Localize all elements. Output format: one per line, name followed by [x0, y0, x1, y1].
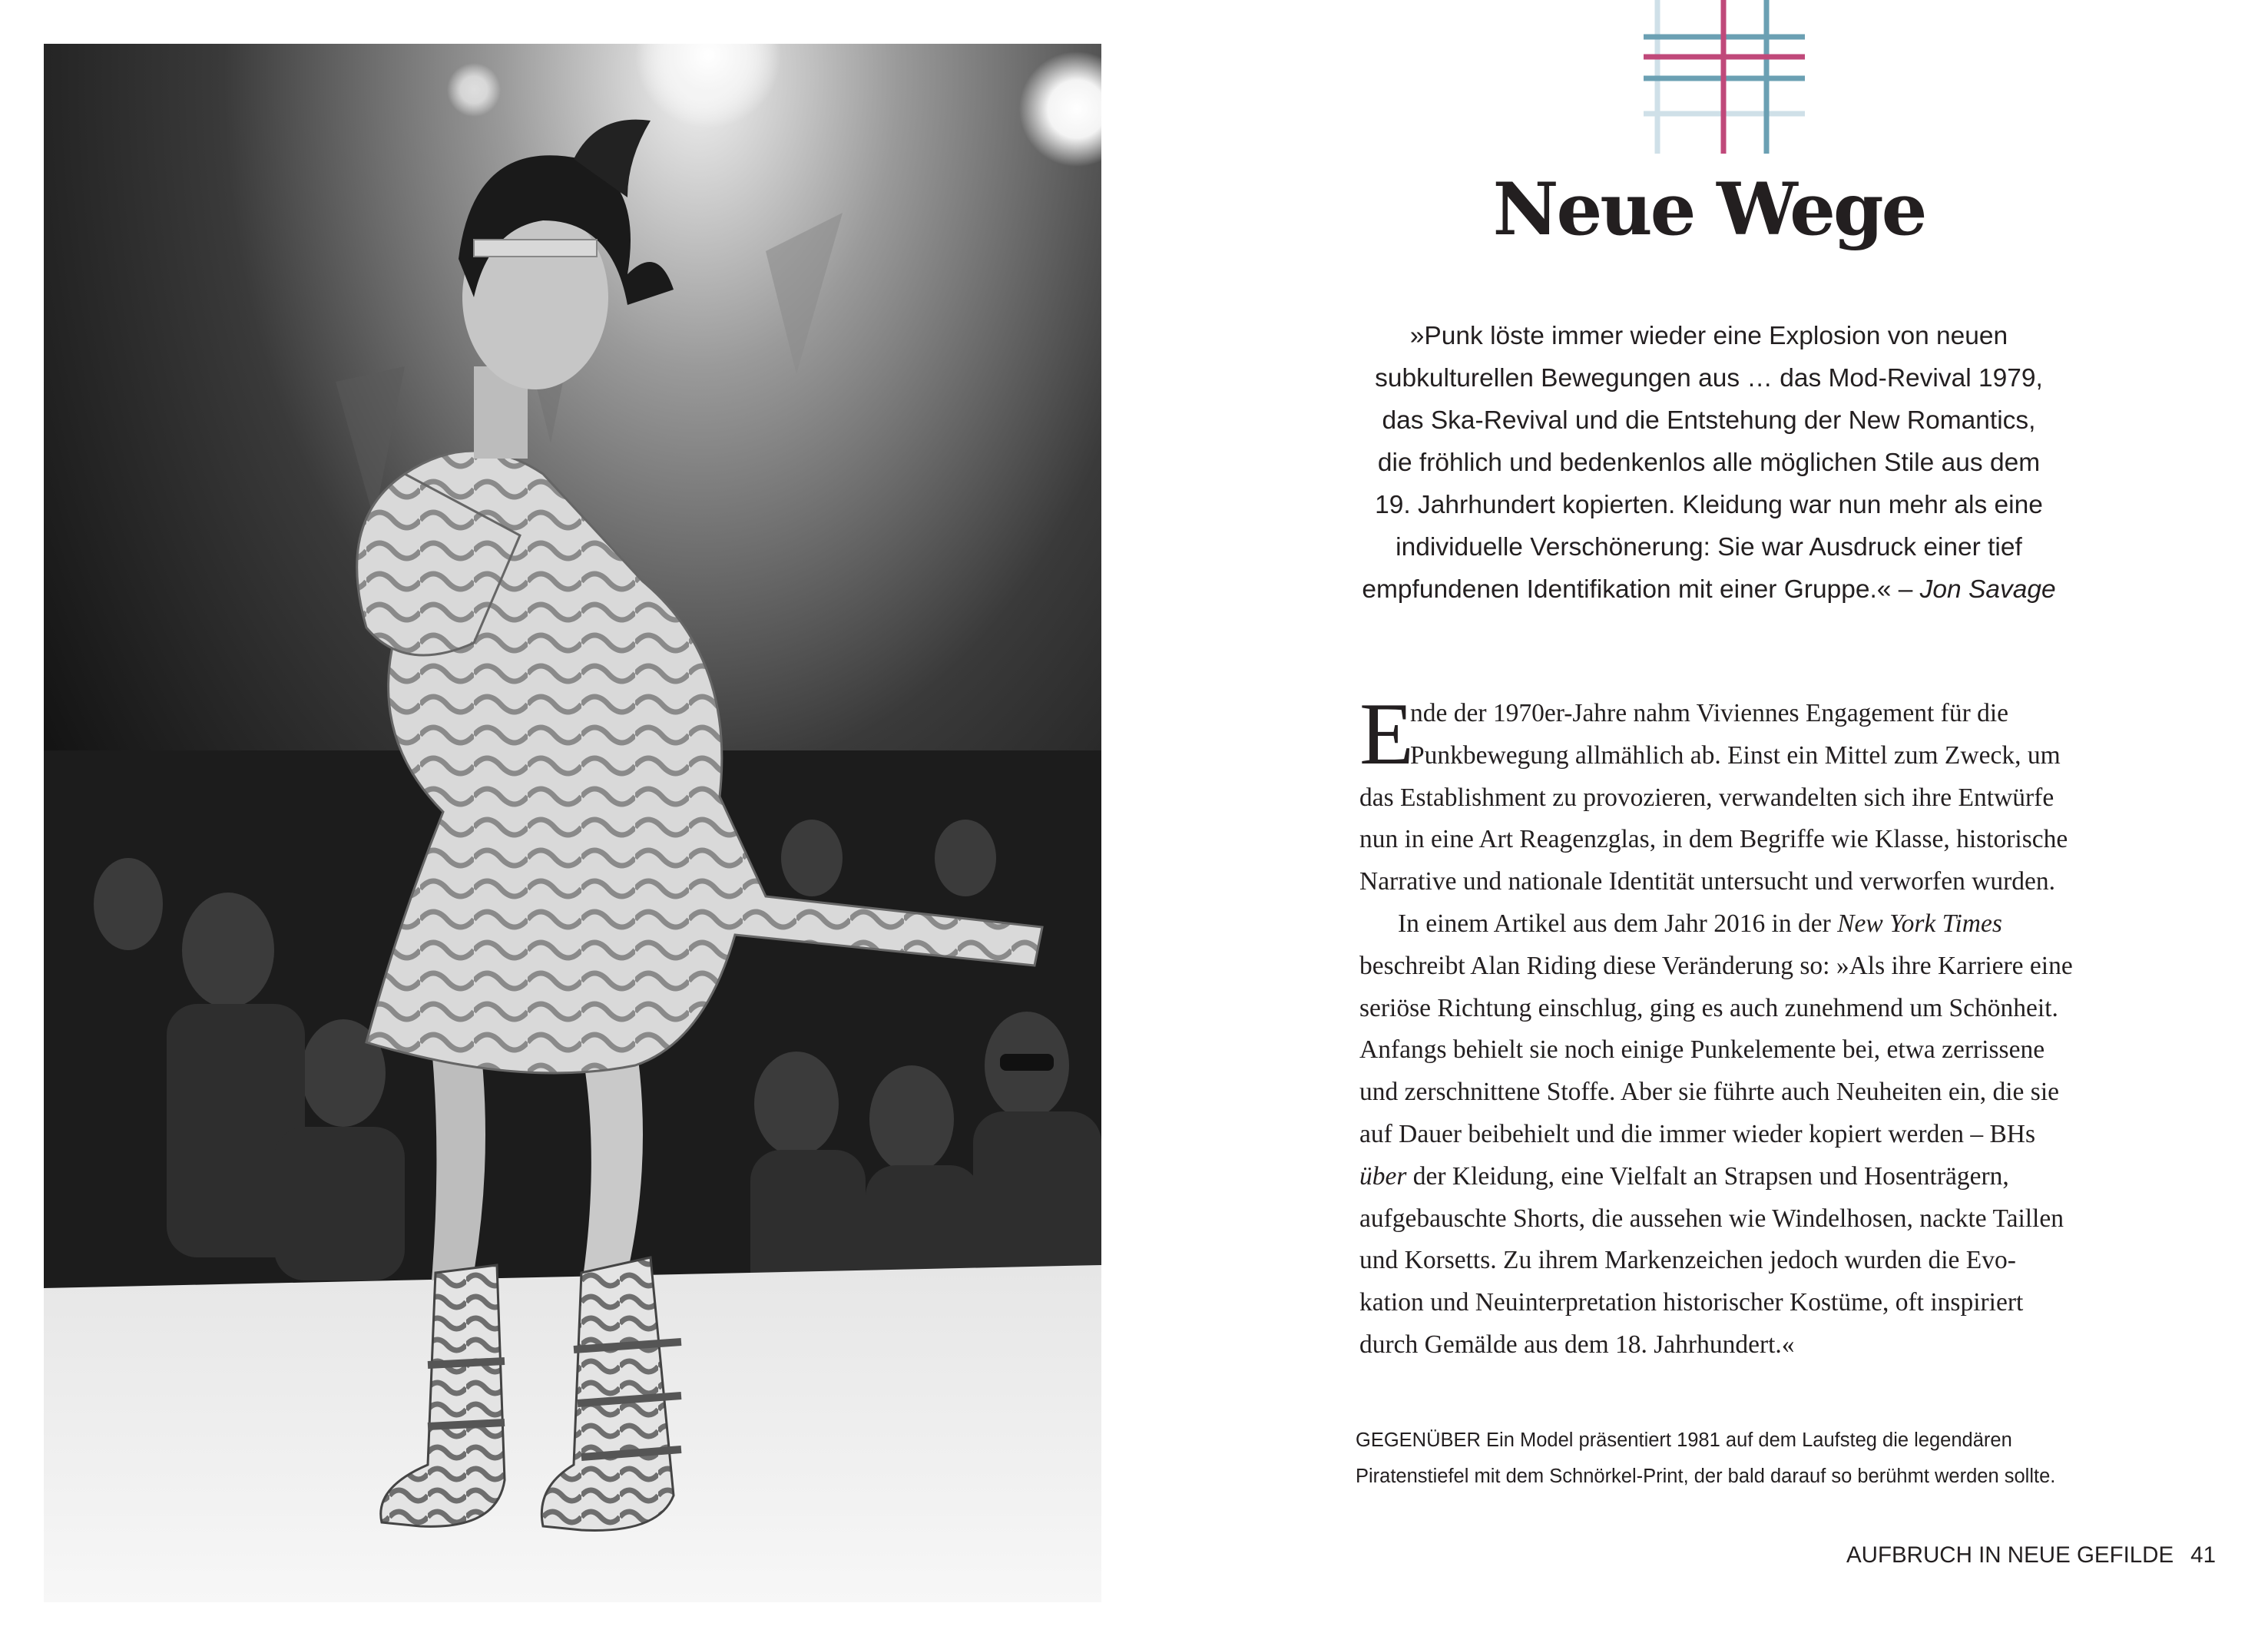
caption-line: GEGENÜBER Ein Model präsentiert 1981 auf dem Laufsteg die legendären [1356, 1429, 2012, 1451]
quote-line: subkulturellen Bewegungen aus … das Mod-Revival 1979, [1375, 364, 2043, 393]
body-line: nde der 1970er-Jahre nahm Viviennes Engagement für die [1410, 699, 2009, 727]
pull-quote [1306, 315, 2112, 611]
body-line: und zerschnittene Stoffe. Aber sie führte auch Neuheiten ein, die sie [1359, 1078, 2060, 1107]
body-line: durch Gemälde aus dem 18. Jahrhundert.« [1359, 1330, 1795, 1359]
body-line: auf Dauer beibehielt und die immer wieder kopiert werden – BHs [1359, 1119, 2036, 1148]
publication-name: New York Times [1837, 909, 2002, 938]
body-text-run: In einem Artikel aus dem Jahr 2016 in der [1398, 909, 1838, 938]
body-line: kation und Neuinterpretation historischer Kostüme, oft inspiriert [1359, 1288, 2024, 1317]
quote-line-last [1306, 568, 2112, 611]
photo-illustration [44, 44, 1101, 1602]
quote-line: 19. Jahrhundert kopierten. Kleidung war nun mehr als eine [1375, 491, 2043, 519]
drop-cap: E [1359, 685, 1414, 783]
quote-author: Jon Savage [1919, 575, 2056, 604]
body-line [1359, 1156, 2097, 1198]
body-line: das Establishment zu provozieren, verwandelten sich ihre Entwürfe [1359, 783, 2054, 812]
body-line: aufgebauschte Shorts, die aussehen wie Windelhosen, nackte Taillen [1359, 1204, 2064, 1233]
body-line: Narrative und nationale Identität untersucht und verworfen wurden. [1359, 867, 2056, 896]
page-number: 41 [2190, 1542, 2216, 1568]
body-text-run: der Kleidung, eine Vielfalt an Strapsen und Hosenträgern, [1406, 1161, 2009, 1191]
body-line: Anfangs behielt sie noch einige Punkelemente bei, etwa zerrissene [1359, 1035, 2045, 1065]
article-body [1359, 685, 2097, 1366]
quote-text: empfundenen Identifikation mit einer Gruppe.« – [1362, 575, 1920, 604]
quote-line: das Ska-Revival und die Entstehung der New Romantics, [1382, 406, 2036, 435]
body-line: Punkbewegung allmählich ab. Einst ein Mittel zum Zweck, um [1410, 740, 2061, 770]
running-section-title: AUFBRUCH IN NEUE GEFILDE [1846, 1542, 2174, 1568]
emphasis-word: über [1359, 1161, 1407, 1191]
quote-line: die fröhlich und bedenkenlos alle möglichen Stile aus dem [1377, 449, 2041, 477]
body-line: seriöse Richtung einschlug, ging es auch zunehmend um Schönheit. [1359, 993, 2058, 1022]
runway-photo [44, 44, 1101, 1602]
body-line: beschreibt Alan Riding diese Veränderung so: »Als ihre Karriere eine [1359, 951, 2073, 980]
quote-line: individuelle Verschönerung: Sie war Ausdruck einer tief [1396, 533, 2022, 561]
page-footer [1846, 1542, 2216, 1568]
caption-line: Piratenstiefel mit dem Schnörkel-Print, der bald darauf so berühmt werden sollte. [1356, 1466, 2056, 1487]
body-line: nun in eine Art Reagenzglas, in dem Begriffe wie Klasse, historische [1359, 825, 2068, 854]
photo-caption [1356, 1423, 2124, 1495]
tartan-ornament [1644, 0, 1805, 154]
quote-line: »Punk löste immer wieder eine Explosion von neuen [1409, 322, 2008, 350]
page-title: Neue Wege [1492, 167, 1925, 252]
body-line [1359, 903, 2097, 946]
body-line: und Korsetts. Zu ihrem Markenzeichen jedoch wurden die Evo- [1359, 1246, 2016, 1275]
